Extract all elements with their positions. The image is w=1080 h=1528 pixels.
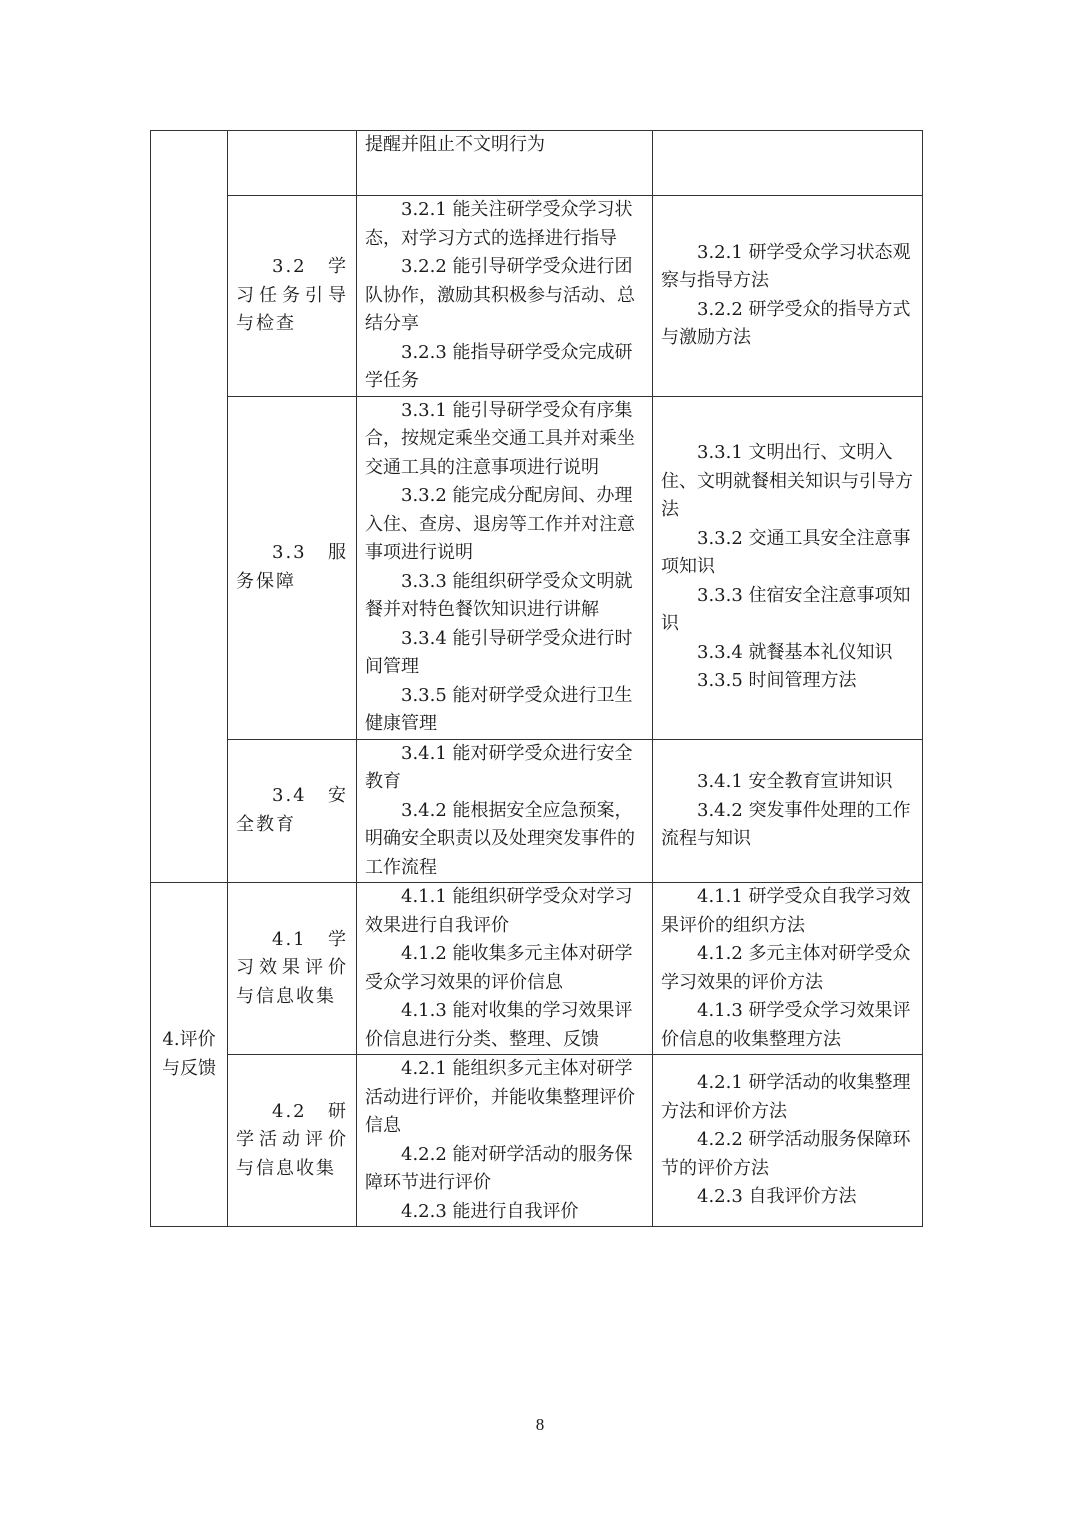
category-cell: 4.评价与反馈 (151, 883, 228, 1227)
table-row (151, 883, 923, 1055)
knowledge-cell (653, 1055, 923, 1227)
knowledge-cell (653, 196, 923, 397)
knowledge-item: 3.4.2 突发事件处理的工作流程与知识 (661, 799, 911, 849)
skill-item: 4.2.3 能进行自我评价 (401, 1200, 579, 1222)
skill-item: 4.2.1 能组织多元主体对研学活动进行评价，并能收集整理评价信息 (365, 1058, 635, 1136)
skill-item: 3.3.4 能引导研学受众进行时间管理 (365, 627, 633, 677)
table-row (151, 1055, 923, 1227)
knowledge-item: 3.3.5 时间管理方法 (697, 670, 857, 692)
subcategory-cell: 3.3 服务保障 (228, 396, 357, 739)
skill-item: 3.2.3 能指导研学受众完成研学任务 (365, 341, 633, 391)
knowledge-item: 3.2.1 研学受众学习状态观察与指导方法 (661, 241, 911, 292)
knowledge-cell (653, 739, 923, 883)
skill-item: 提醒并阻止不文明行为 (365, 134, 545, 155)
skill-item: 3.3.5 能对研学受众进行卫生健康管理 (365, 684, 633, 734)
skills-cell (357, 131, 653, 196)
skill-item: 3.2.1 能关注研学受众学习状态，对学习方式的选择进行指导 (365, 199, 633, 249)
skills-cell (357, 196, 653, 397)
skill-item: 4.1.3 能对收集的学习效果评价信息进行分类、整理、反馈 (365, 1000, 633, 1050)
knowledge-item: 4.2.3 自我评价方法 (697, 1186, 857, 1208)
skills-cell (357, 1055, 653, 1227)
knowledge-item: 3.3.3 住宿安全注意事项知识 (661, 584, 911, 635)
skill-item: 3.4.2 能根据安全应急预案，明确安全职责以及处理突发事件的工作流程 (365, 799, 635, 878)
knowledge-item: 4.1.2 多元主体对研学受众学习效果的评价方法 (661, 943, 911, 993)
table-row (151, 396, 923, 739)
skill-item: 4.1.2 能收集多元主体对研学受众学习效果的评价信息 (365, 943, 633, 993)
knowledge-cell (653, 396, 923, 739)
skills-cell (357, 396, 653, 739)
table-row (151, 739, 923, 883)
skill-item: 4.1.1 能组织研学受众对学习效果进行自我评价 (365, 886, 633, 936)
page-number: 8 (535, 1415, 545, 1434)
category-cell-empty (151, 131, 228, 883)
skill-item: 4.2.2 能对研学活动的服务保障环节进行评价 (365, 1143, 633, 1193)
subcategory-cell: 4.2 研学活动评价与信息收集 (228, 1055, 357, 1227)
subcategory-cell: 3.4 安全教育 (228, 739, 357, 883)
skill-item: 3.3.1 能引导研学受众有序集合，按规定乘坐交通工具并对乘坐交通工具的注意事项进行说明 (365, 399, 635, 478)
skill-item: 3.4.1 能对研学受众进行安全教育 (365, 742, 633, 792)
subcategory-cell: 3.2 学习任务引导与检查 (228, 196, 357, 397)
skills-cell (357, 739, 653, 883)
subcategory-cell: 4.1 学习效果评价与信息收集 (228, 883, 357, 1055)
competency-table (150, 130, 923, 1227)
knowledge-cell (653, 131, 923, 196)
skill-item: 3.3.3 能组织研学受众文明就餐并对特色餐饮知识进行讲解 (365, 570, 633, 620)
knowledge-item: 3.3.1 文明出行、文明入住、文明就餐相关知识与引导方法 (661, 442, 913, 521)
table-row (151, 196, 923, 397)
knowledge-cell (653, 883, 923, 1055)
knowledge-item: 4.2.2 研学活动服务保障环节的评价方法 (661, 1129, 911, 1179)
knowledge-item: 4.2.1 研学活动的收集整理方法和评价方法 (661, 1072, 911, 1122)
knowledge-item: 4.1.3 研学受众学习效果评价信息的收集整理方法 (661, 1000, 911, 1050)
table-row (151, 131, 923, 196)
knowledge-item: 3.3.4 就餐基本礼仪知识 (697, 641, 893, 663)
knowledge-item: 4.1.1 研学受众自我学习效果评价的组织方法 (661, 886, 911, 936)
knowledge-item: 3.3.2 交通工具安全注意事项知识 (661, 527, 911, 578)
knowledge-item: 3.4.1 安全教育宣讲知识 (697, 771, 893, 792)
skill-item: 3.2.2 能引导研学受众进行团队协作，激励其积极参与活动、总结分享 (365, 256, 635, 334)
subcategory-cell (228, 131, 357, 196)
skill-item: 3.3.2 能完成分配房间、办理入住、查房、退房等工作并对注意事项进行说明 (365, 485, 635, 563)
skills-cell (357, 883, 653, 1055)
knowledge-item: 3.2.2 研学受众的指导方式与激励方法 (661, 298, 911, 349)
